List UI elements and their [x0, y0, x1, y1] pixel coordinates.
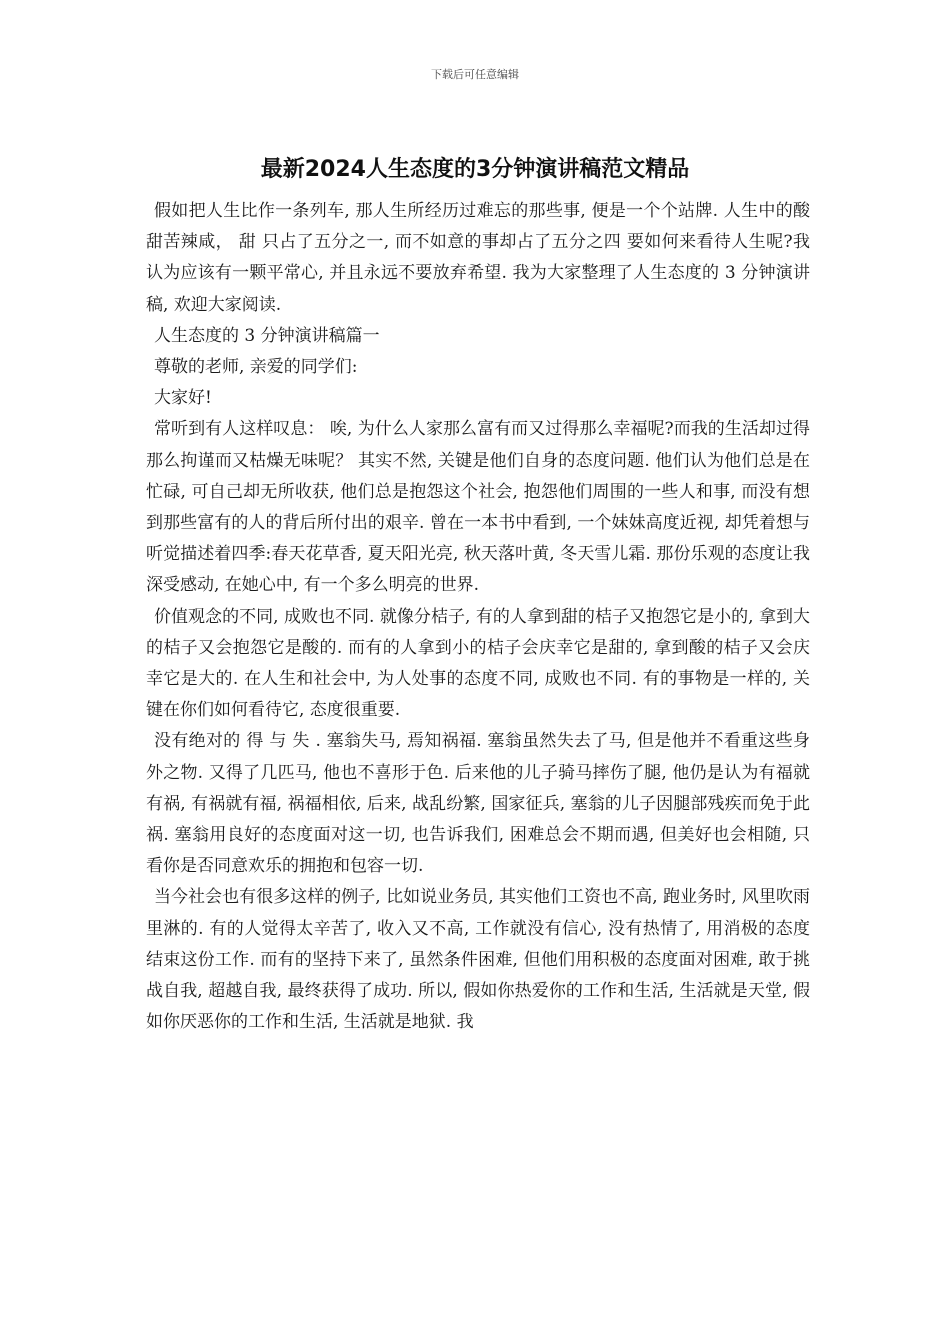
page-header-note: 下载后可任意编辑: [431, 68, 519, 81]
document-body: [146, 196, 810, 1038]
paragraph-body-4: 当今社会也有很多这样的例子, 比如说业务员, 其实他们工资也不高, 跑业务时, 风里吹雨里淋的. 有的人觉得太辛苦了, 收入又不高, 工作就没有信心, 没有热情了, 用消极的态度结束这份工作. 而有的坚持下来了, 虽然条件困难, 但他们用积极的态度面对困难, 敢于挑战自我, 超越自我, 最终获得了成功. 所以, 假如你热爱你的工作和生活, 生活就是天堂, 假如你厌恶你的工作和生活, 生活就是地狱. 我: [146, 887, 810, 1033]
paragraph-greeting: 大家好!: [154, 388, 212, 409]
document-title: 最新2024人生态度的3分钟演讲稿范文精品: [260, 157, 690, 182]
paragraph-body-3: 没有绝对的 得 与 失 . 塞翁失马, 焉知祸福. 塞翁虽然失去了马, 但是他并不看重这些身外之物. 又得了几匹马, 他也不喜形于色. 后来他的儿子骑马摔伤了腿, 他仍是认为有福就有祸, 有祸就有福, 祸福相依, 后来, 战乱纷繁, 国家征兵, 塞翁的儿子因腿部残疾而免于此祸. 塞翁用良好的态度面对这一切, 也告诉我们, 困难总会不期而遇, 但美好也会相随, 只看你是否同意欢乐的拥抱和包容一切.: [146, 731, 810, 877]
paragraph-intro: 假如把人生比作一条列车, 那人生所经历过难忘的那些事, 便是一个个站牌. 人生中的酸甜苦辣咸， 甜 只占了五分之一, 而不如意的事却占了五分之四 要如何来看待人生呢?我认为应该有一颗平常心, 并且永远不要放弃希望. 我为大家整理了人生态度的 3 分钟演讲稿, 欢迎大家阅读.: [146, 201, 810, 315]
paragraph-body-1: 常听到有人这样叹息： 唉, 为什么人家那么富有而又过得那么幸福呢?而我的生活却过得那么拘谨而又枯燥无味呢？ 其实不然, 关键是他们自身的态度问题. 他们认为他们总是在忙碌, 可自己却无所收获, 他们总是抱怨这个社会, 抱怨他们周围的一些人和事, 而没有想到那些富有的人的背后所付出的艰辛. 曾在一本书中看到, 一个妹妹高度近视, 却凭着想与听觉描述着四季:春天花草香, 夏天阳光亮, 秋天落叶黄, 冬天雪儿霜. 那份乐观的态度让我深受感动, 在她心中, 有一个多么明亮的世界.: [146, 419, 810, 596]
paragraph-section-heading: 人生态度的 3 分钟演讲稿篇一: [154, 325, 380, 346]
paragraph-body-2: 价值观念的不同, 成败也不同. 就像分桔子, 有的人拿到甜的桔子又抱怨它是小的, 拿到大的桔子又会抱怨它是酸的. 而有的人拿到小的桔子会庆幸它是甜的, 拿到酸的桔子又会庆幸它是大的. 在人生和社会中, 为人处事的态度不同, 成败也不同. 有的事物是一样的, 关键在你们如何看待它, 态度很重要.: [146, 606, 810, 721]
paragraph-salutation: 尊敬的老师, 亲爱的同学们:: [154, 357, 358, 378]
